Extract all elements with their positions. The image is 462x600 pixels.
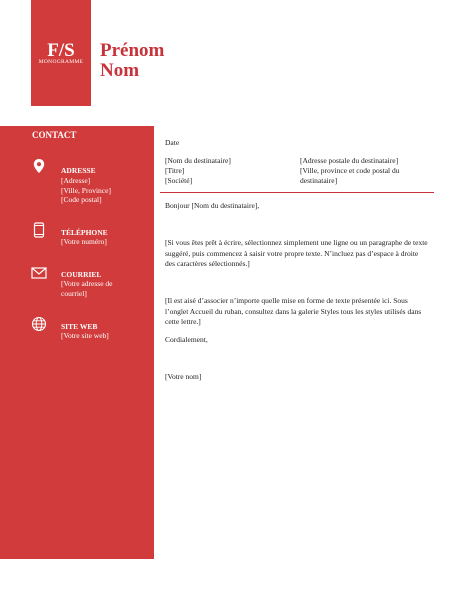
- website-label: SITE WEB: [61, 322, 98, 331]
- globe-icon: [31, 316, 47, 332]
- recipient-line: [Nom du destinataire]: [165, 156, 231, 165]
- email-line: [Votre adresse de: [61, 279, 113, 288]
- recipient-line: [Titre]: [165, 166, 185, 175]
- email-label: COURRIEL: [61, 270, 102, 279]
- website-value[interactable]: [Votre site web]: [61, 331, 109, 340]
- email-line: courriel]: [61, 288, 87, 298]
- address-line: [Ville, Province]: [61, 185, 111, 195]
- recipient-address-line: [Adresse postale du destinataire]: [300, 156, 399, 165]
- recipient-address-block[interactable]: [300, 156, 435, 186]
- address-line: [Code postal]: [61, 195, 102, 204]
- first-name[interactable]: Prénom: [100, 40, 165, 61]
- body-paragraph-1[interactable]: [Si vous êtes prêt à écrire, sélectionnez simplement une ligne ou un paragraphe de texte suggéré, puis commencez à saisir votre propre texte. N’incluez pas d’espace à droite des caractères sélectionnés.]: [165, 238, 428, 268]
- contact-heading: CONTACT: [32, 130, 77, 140]
- contact-sidebar: [0, 126, 154, 559]
- monogram-block: [31, 0, 91, 106]
- last-name[interactable]: Nom: [100, 60, 140, 81]
- address-value[interactable]: [61, 176, 151, 205]
- header-divider: [160, 192, 434, 193]
- email-value[interactable]: [61, 279, 151, 298]
- address-label: ADRESSE: [61, 166, 96, 175]
- body-paragraph-2[interactable]: [Il est aisé d’associer n’importe quelle mise en forme de texte présentée ici. Sous l’onglet Accueil du ruban, consultez dans la galerie Styles tous les styles utilisés dans cette lettre.]: [165, 296, 422, 326]
- applicant-name: [100, 41, 164, 81]
- monogram-label: MONOGRAMME: [38, 59, 84, 65]
- recipient-block[interactable]: [165, 156, 231, 186]
- letter-date[interactable]: Date: [165, 138, 180, 147]
- recipient-line: [Société]: [165, 176, 193, 185]
- signature[interactable]: [Votre nom]: [165, 372, 202, 381]
- greeting[interactable]: Bonjour [Nom du destinataire],: [165, 201, 260, 210]
- recipient-address-line: destinataire]: [300, 176, 338, 185]
- phone-icon: [31, 222, 47, 238]
- monogram-letters[interactable]: F/S: [47, 40, 75, 61]
- envelope-icon: [31, 265, 47, 281]
- closing[interactable]: Cordialement,: [165, 335, 208, 344]
- phone-value[interactable]: [Votre numéro]: [61, 237, 107, 246]
- phone-label: TÉLÉPHONE: [61, 228, 108, 237]
- location-pin-icon: [31, 158, 47, 174]
- recipient-address-line: [Ville, province et code postal du: [300, 166, 400, 175]
- address-line: [Adresse]: [61, 176, 91, 185]
